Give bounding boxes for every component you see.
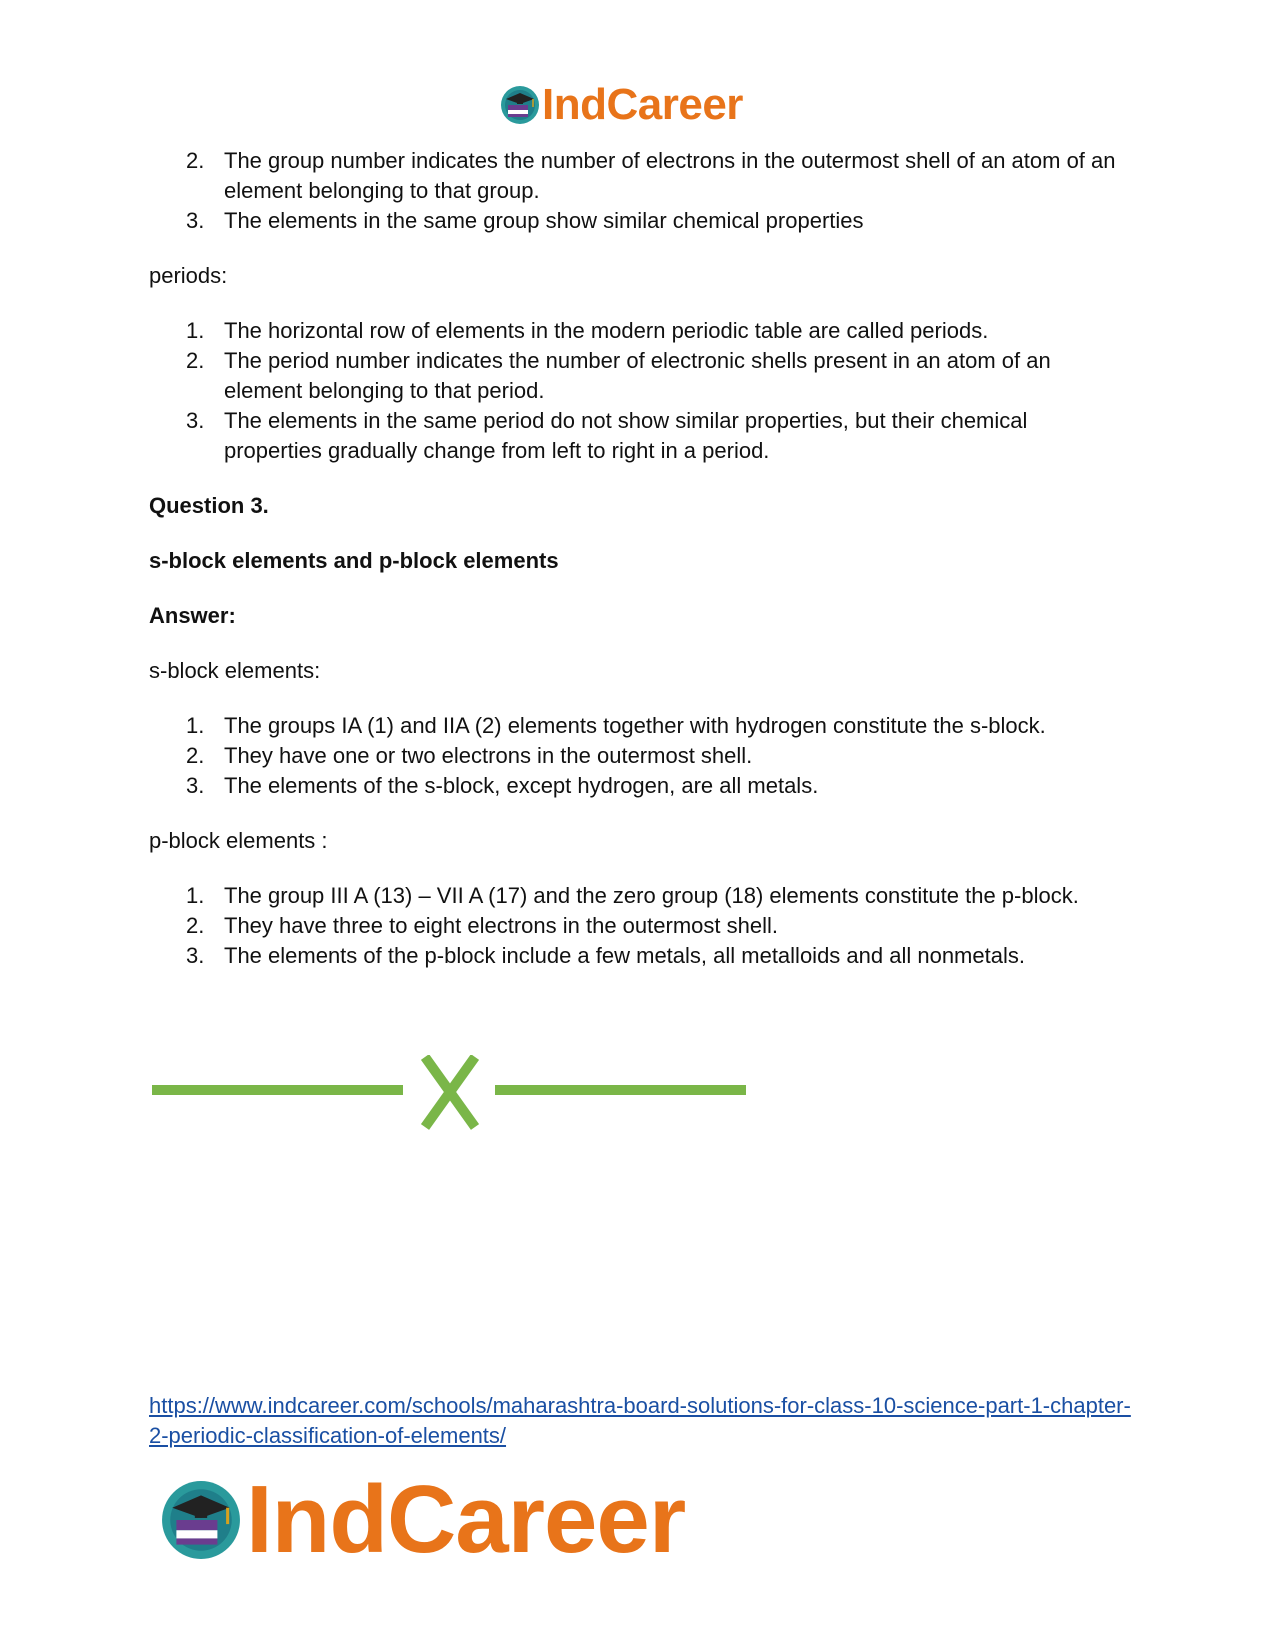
groups-list-continued [149,146,1129,236]
list-item: 1. The groups IA (1) and IIA (2) elements together with hydrogen constitute the s-block. [186,713,1046,738]
graduation-book-icon [160,1479,242,1561]
list-item: 2. The period number indicates the number of electronic shells present in an atom of an element belonging to that period. [186,348,1051,403]
list-item: 3. The elements of the p-block include a few metals, all metalloids and all nonmetals. [186,943,1025,968]
graduation-book-icon [500,85,540,125]
document-body [149,146,1129,971]
logo-wordmark: IndCareer [246,1466,686,1573]
logo-wordmark: IndCareer [542,80,743,129]
periods-list [149,316,1129,466]
section-end-divider [150,1055,750,1135]
list-item: 1. The horizontal row of elements in the modern periodic table are called periods. [186,318,989,343]
list-item: 3. The elements of the s-block, except hydrogen, are all metals. [186,773,819,798]
list-item: 2. The group number indicates the number of electrons in the outermost shell of an atom of an element belonging to that group. [186,148,1116,203]
question-label: Question 3. [149,493,269,518]
s-block-heading: s-block elements: [149,658,321,683]
list-item: 2. They have three to eight electrons in the outermost shell. [186,913,778,938]
list-item: 3. The elements in the same group show similar chemical properties [186,208,864,233]
p-block-heading: p-block elements : [149,828,328,853]
list-item: 3. The elements in the same period do not show similar properties, but their chemical properties gradually change from left to right in a period. [186,408,1028,463]
list-item: 2. They have one or two electrons in the outermost shell. [186,743,753,768]
question-title: s-block elements and p-block elements [149,548,559,573]
list-item: 1. The group III A (13) – VII A (17) and the zero group (18) elements constitute the p-block. [186,883,1079,908]
periods-heading: periods: [149,263,228,288]
footer-logo [160,1465,685,1575]
answer-label: Answer: [149,603,236,628]
source-link[interactable]: https://www.indcareer.com/schools/maharashtra-board-solutions-for-class-10-science-part-1-chapter-2-periodic-classification-of-elements/ [149,1393,1131,1448]
p-block-list [149,881,1129,971]
s-block-list [149,711,1129,801]
header-logo [500,80,743,130]
